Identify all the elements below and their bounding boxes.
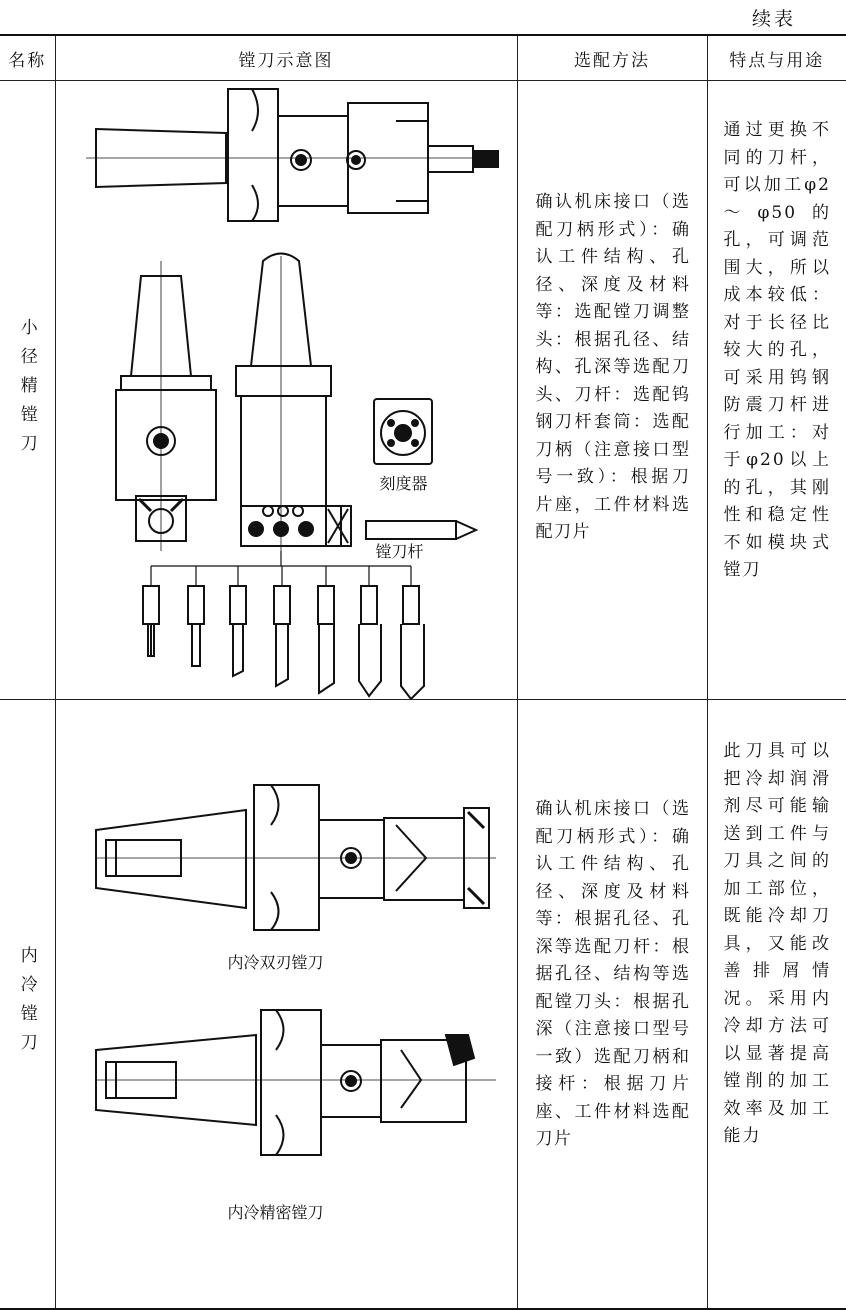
tool-holder-horizontal <box>86 89 498 221</box>
dial-label: 刻度器 <box>380 471 428 494</box>
header-row <box>0 35 846 81</box>
col-header-name: 名称 <box>0 35 55 81</box>
feature-text: 此刀具可以把冷却润滑剂尽可能输送到工件与刀具之间的加工部位，既能冷却刀具，又能改善排屑情况。采用内冷却方法可以显著提高镗削的加工效率及加工能力 <box>708 738 846 1151</box>
continued-label: 续表 <box>752 4 796 31</box>
tool-holder-vertical-right <box>236 254 351 562</box>
col-header-feature: 特点与用途 <box>707 35 846 81</box>
table-row <box>0 81 846 700</box>
row-name: 内冷镗刀 <box>15 946 40 1062</box>
table-row <box>0 700 846 1310</box>
col-header-figure: 镗刀示意图 <box>55 35 517 81</box>
row-name: 小径精镗刀 <box>15 318 40 463</box>
boring-bar <box>366 521 476 539</box>
precision-boring-tool <box>96 1010 496 1155</box>
tool-table <box>0 34 846 1310</box>
precision-label: 内冷精密镗刀 <box>228 1200 324 1223</box>
method-text: 确认机床接口（选配刀柄形式）：确认工件结构、孔径、深度及材料等：选配镗刀调整头：根据孔径、结构、孔深等选配刀头、刀杆：选配钨钢刀杆套筒：选配刀柄（注意接口型号一致）：根据刀片座，工件材料选配刀片 <box>518 189 707 547</box>
coolant-boring-tool-figure <box>56 700 517 1308</box>
method-text: 确认机床接口（选配刀柄形式）：确认工件结构、孔径、深度及材料等：根据孔径、孔深等选配刀杆：根据孔径、结构等选配镗刀头：根据孔深（注意接口型号一致）选配刀柄和接杆：根据刀片座、工件材料选配刀片 <box>518 796 707 1154</box>
double-edge-label: 内冷双刃镗刀 <box>228 950 324 973</box>
tool-holder-vertical-left <box>116 261 216 551</box>
double-edge-boring-tool <box>96 785 496 930</box>
feature-text: 通过更换不同的刀杆，可以加工φ2～φ50的孔，可调范围大，所以成本较低：对于长径比较大的孔，可采用钨钢防震刀杆进行加工：对于φ20以上的孔，其刚性和稳定性不如模块式镗刀 <box>708 117 846 585</box>
cutter-heads <box>143 586 424 699</box>
small-boring-tool-figure <box>56 81 517 699</box>
dial-indicator <box>374 399 432 464</box>
boring-bar-label: 镗刀杆 <box>376 539 424 562</box>
col-header-method: 选配方法 <box>517 35 707 81</box>
